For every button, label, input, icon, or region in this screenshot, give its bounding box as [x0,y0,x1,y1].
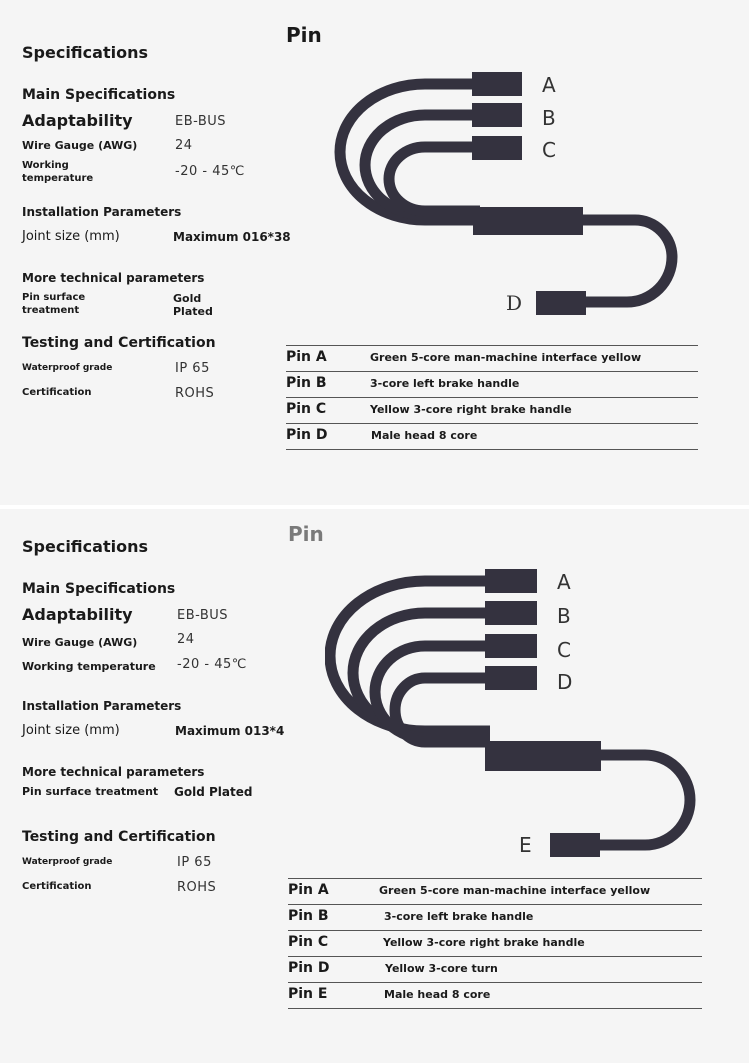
specifications-title: Specifications [22,43,148,62]
installation-parameters-heading: Installation Parameters [22,699,182,713]
pin-description: 3-core left brake handle [370,377,520,390]
cable-branch-c [389,147,480,211]
spec-panel-1 [0,0,749,505]
waterproof-grade-label: Waterproof grade [22,857,113,867]
table-row [286,371,698,398]
pin-surface-label: Pin surface treatment [22,785,159,798]
pin-surface-label-line2: treatment [22,305,80,316]
installation-parameters-heading: Installation Parameters [22,205,182,219]
adaptability-value: EB-BUS [175,114,227,129]
pin-table [286,345,698,451]
table-row [288,930,702,957]
cable-diagram [330,60,700,330]
diagram-letter-e: E [519,833,532,857]
wire-gauge-label: Wire Gauge (AWG) [22,636,138,649]
wire-gauge-value: 24 [175,138,193,153]
pin-surface-value: Gold Plated [174,785,253,799]
pin-name: Pin D [288,960,330,976]
pin-description: Yellow 3-core right brake handle [383,936,585,949]
connector-c [472,136,522,160]
table-row [288,956,702,983]
connector-e [550,833,600,857]
working-temperature-label: Working temperature [22,660,156,673]
diagram-letter-d: D [506,291,523,315]
pin-surface-value-line2: Plated [173,305,213,318]
certification-value: ROHS [175,386,215,401]
certification-label: Certification [22,881,92,892]
pin-description: 3-core left brake handle [384,910,534,923]
table-row [286,423,698,450]
junction-block [473,207,583,235]
cable-diagram [325,561,705,861]
specifications-title: Specifications [22,537,148,556]
pin-surface-value-line1: Gold [173,292,202,305]
pin-description: Male head 8 core [371,429,478,442]
pin-description: Green 5-core man-machine interface yellow [379,884,651,897]
waterproof-grade-value: IP 65 [177,855,212,870]
joint-size-value: Maximum 016*38 [173,230,291,244]
pin-name: Pin B [286,375,327,391]
certification-label: Certification [22,387,92,398]
adaptability-label: Adaptability [22,605,133,624]
working-temperature-value: -20 - 45℃ [177,657,247,672]
pin-description: Yellow 3-core turn [385,962,498,975]
joint-size-label: Joint size (mm) [22,723,120,738]
pin-name: Pin A [286,349,327,365]
waterproof-grade-value: IP 65 [175,361,210,376]
pin-diagram-title: Pin [286,23,322,47]
pin-name: Pin D [286,427,328,443]
more-technical-parameters-heading: More technical parameters [22,765,205,779]
connector-a [472,72,522,96]
diagram-letter-b: B [542,106,556,130]
table-row [286,345,698,372]
connector-c [485,634,537,658]
certification-value: ROHS [177,880,217,895]
pin-surface-label-line1: Pin surface [22,292,86,303]
diagram-letter-d: D [557,670,573,694]
junction-block [485,741,601,771]
spec-panel-2 [0,509,749,1063]
working-temperature-label-line1: Working [22,160,69,171]
pin-name: Pin C [286,401,327,417]
connector-b [472,103,522,127]
wire-gauge-value: 24 [177,632,195,647]
table-row [286,397,698,424]
working-temperature-label-line2: temperature [22,173,94,184]
pin-description: Green 5-core man-machine interface yellow [370,351,642,364]
pin-name: Pin A [288,882,329,898]
table-row [288,982,702,1009]
diagram-letter-a: A [542,73,556,97]
cable-branch-b [365,115,480,215]
connector-d [536,291,586,315]
testing-certification-heading: Testing and Certification [22,335,216,351]
joint-size-value: Maximum 013*4 [175,724,285,738]
pin-name: Pin E [288,986,328,1002]
diagram-letter-b: B [557,604,571,628]
connector-a [485,569,537,593]
pin-description: Male head 8 core [384,988,491,1001]
pin-name: Pin C [288,934,329,950]
working-temperature-value: -20 - 45℃ [175,164,245,179]
joint-size-label: Joint size (mm) [22,229,120,244]
connector-d [485,666,537,690]
pin-description: Yellow 3-core right brake handle [370,403,572,416]
main-specifications-heading: Main Specifications [22,87,176,103]
table-row [288,878,702,905]
wire-gauge-label: Wire Gauge (AWG) [22,139,138,152]
cable-main [597,755,690,845]
more-technical-parameters-heading: More technical parameters [22,271,205,285]
waterproof-grade-label: Waterproof grade [22,363,113,373]
diagram-letter-c: C [557,638,571,662]
pin-name: Pin B [288,908,329,924]
pin-diagram-title: Pin [288,522,324,546]
adaptability-value: EB-BUS [177,608,229,623]
diagram-letter-a: A [557,570,571,594]
testing-certification-heading: Testing and Certification [22,829,216,845]
main-specifications-heading: Main Specifications [22,581,176,597]
cable-main [582,220,672,302]
adaptability-label: Adaptability [22,111,133,130]
diagram-letter-c: C [542,138,556,162]
connector-b [485,601,537,625]
pin-table [288,878,702,1010]
table-row [288,904,702,931]
